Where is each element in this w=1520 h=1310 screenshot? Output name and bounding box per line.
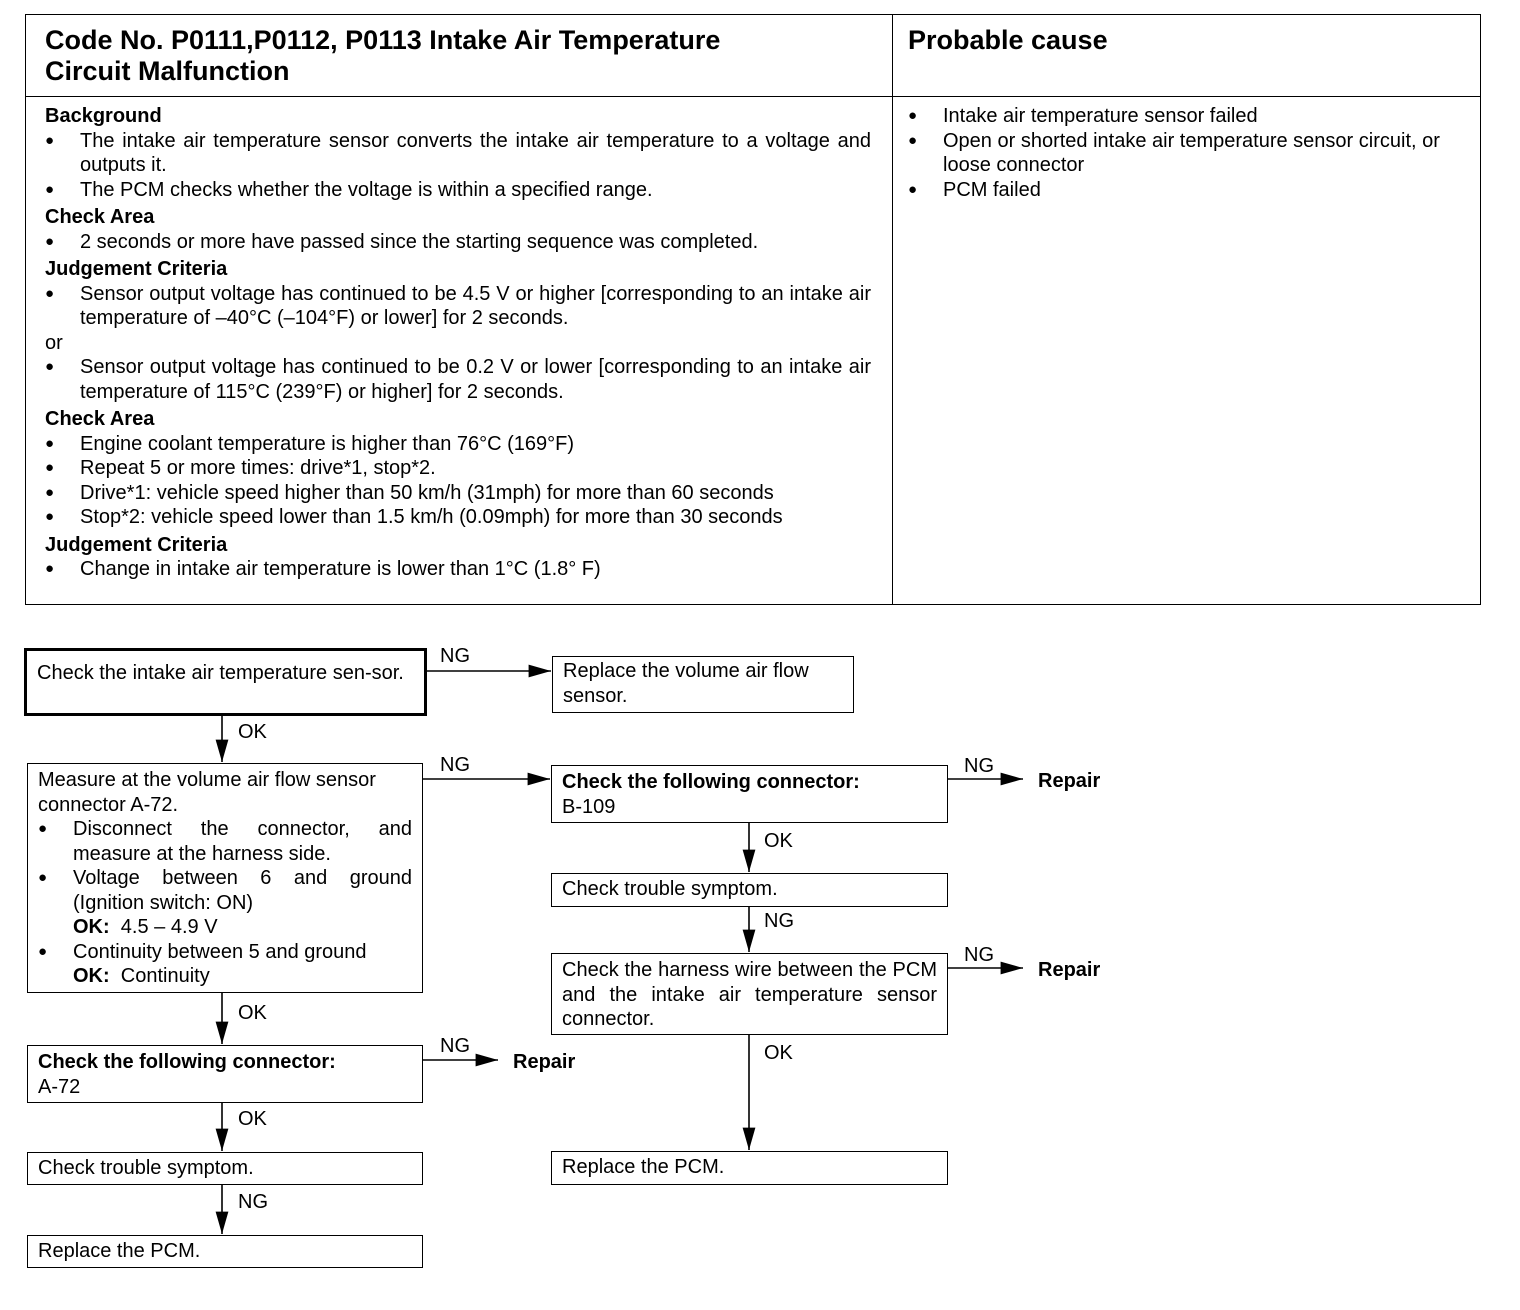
ng-label: NG [764,910,794,932]
ok-value: Continuity [120,965,210,987]
check-connector-b109-box [551,765,948,823]
bullet-item: ● Repeat 5 or more times: drive*1, stop*2. [45,456,871,481]
box-title: Check the following connector: [38,1051,336,1073]
title-line-2: Circuit Malfunction [45,56,290,86]
bullet-item: ● 2 seconds or more have passed since the starting sequence was completed. [45,230,871,255]
box-title: Check the following connector: [562,771,860,793]
ok-label: OK [238,721,267,743]
ng-label: NG [964,944,994,966]
ng-label: NG [238,1191,268,1213]
measure-intro: Measure at the volume air flow sensor connector A-72. [38,769,376,816]
section-heading: Check Area [45,206,155,228]
check-trouble-symptom-box-left: Check trouble symptom. [27,1152,423,1185]
bullet-item: ● Voltage between 6 and ground (Ignition switch: ON) [38,866,412,915]
ng-label: NG [440,1035,470,1057]
ng-label: NG [964,755,994,777]
bullet-item: ● Sensor output voltage has continued to be 0.2 V or lower [corresponding to an intake air temperature of 115°C (239°F) or higher] for 2 seconds. [45,355,871,404]
replace-pcm-box-right: Replace the PCM. [551,1151,948,1185]
probable-cause-header: Probable cause [908,25,1108,55]
repair-label: Repair [1038,770,1101,792]
bullet-item: ● Stop*2: vehicle speed lower than 1.5 km/h (0.09mph) for more than 30 seconds [45,505,871,530]
check-trouble-symptom-box-right: Check trouble symptom. [551,873,948,907]
bullet-item: ● Engine coolant temperature is higher than 76°C (169°F) [45,432,871,457]
check-harness-wire-box: Check the harness wire between the PCM and the intake air temperature sensor connector. [551,953,948,1035]
ok-label: OK: [73,965,110,987]
ok-label: OK: [73,916,110,938]
ok-value: 4.5 – 4.9 V [120,916,218,938]
bullet-item: ● Drive*1: vehicle speed higher than 50 km/h (31mph) for more than 60 seconds [45,481,871,506]
repair-label: Repair [1038,959,1101,981]
bullet-item: ● Sensor output voltage has continued to be 4.5 V or higher [corresponding to an intake air temperature of –40°C (–104°F) or lower] for 2 seconds. [45,282,871,331]
bullet-item: ● Change in intake air temperature is lower than 1°C (1.8° F) [45,557,871,582]
section-heading: Judgement Criteria [45,258,228,280]
ok-label: OK [238,1108,267,1130]
section-heading: Judgement Criteria [45,533,228,556]
bullet-item: ● The PCM checks whether the voltage is within a specified range. [45,178,871,203]
section-heading: Check Area [45,408,155,430]
cause-item: ● Intake air temperature sensor failed [908,104,1464,129]
replace-pcm-box-left: Replace the PCM. [27,1235,423,1268]
cause-item: ● PCM failed [908,178,1464,203]
connector-id: A-72 [38,1075,81,1098]
check-iat-sensor-box: Check the intake air temperature sen-sor. [24,648,427,716]
repair-label: Repair [513,1051,576,1073]
ng-label: NG [440,645,470,667]
ok-voltage [38,915,412,940]
check-connector-a72-box [27,1045,423,1103]
connector-id: B-109 [562,795,616,818]
measure-connector-box [27,763,423,993]
bullet-item: ● The intake air temperature sensor converts the intake air temperature to a voltage and outputs it. [45,129,871,178]
bullet-item: ● Continuity between 5 and ground [38,940,412,965]
ok-label: OK [764,1042,793,1064]
replace-vaf-sensor-box: Replace the volume air flow sensor. [552,656,854,713]
ok-label: OK [238,1002,267,1024]
ok-continuity [38,964,412,989]
bullet-item: ● Disconnect the connector, and measure at the harness side. [38,817,412,866]
section-heading: Background [45,105,162,127]
ng-label: NG [440,754,470,776]
cause-item: ● Open or shorted intake air temperature sensor circuit, or loose connector [908,129,1464,178]
title-line-1: Code No. P0111,P0112, P0113 Intake Air Temperature [45,25,721,55]
or-text: or [45,331,63,354]
ok-label: OK [764,830,793,852]
